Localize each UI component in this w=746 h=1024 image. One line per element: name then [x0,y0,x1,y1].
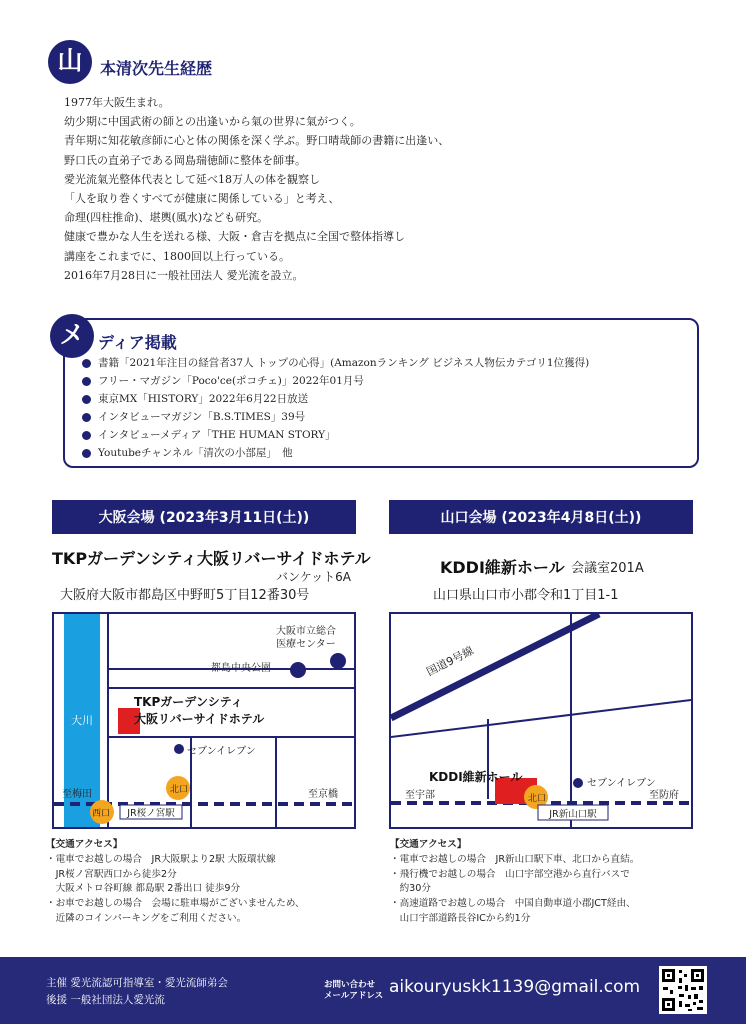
media-item [82,372,589,390]
profile-line: 愛光流氣光整体代表として延べ18万人の体を観察し [64,172,320,186]
profile-title: 本清次先生経歴 [100,59,213,78]
hospital-label-2: 医療センター [276,639,336,650]
profile-line: 野口氏の直弟子である岡島瑞徳師に整体を師事。 [64,153,306,167]
qr-code[interactable] [659,966,707,1014]
profile-line: 青年期に知花敏彦師に心と体の関係を深く学ぶ。野口晴哉師の書籍に出逢い、 [64,134,450,148]
seven-eleven-label: セブンイレブン [587,778,656,789]
hotel-label: TKPガーデンシティ [134,695,243,709]
bullet-icon [82,449,91,458]
footer [0,957,746,1024]
to-hofu-label: 至防府 [649,790,679,801]
seven-eleven-marker-icon [174,744,184,754]
to-ube-label: 至宇部 [405,790,435,801]
route-9-label: 国道9号線 [424,643,476,679]
yamaguchi-venue-room: 会議室201A [571,561,644,576]
osaka-access-map [52,612,356,829]
qr-code-icon [659,966,707,1014]
map-road [391,700,691,737]
profile-line: 「人を取り巻くすべてが健康に関係している」と考え、 [64,192,340,206]
hospital-marker-icon [330,653,346,669]
bullet-icon [82,413,91,422]
media-item-text: Youtubeチャンネル「清次の小部屋」 他 [98,447,293,459]
hotel-label-2: 大阪リバーサイドホテル [134,712,265,726]
profile-circle-badge: 山 [48,40,92,84]
profile-line: 幼少期に中国武術の師との出逢いから氣の世界に氣がつく。 [64,115,361,129]
access-line: ・お車でお越しの場合 会場に駐車場がございませんため、 [46,898,305,910]
access-line: ・電車でお越しの場合 JR大阪駅より2駅 大阪環状線 [46,853,276,865]
contact-label-line: メールアドレス [324,991,384,1001]
osaka-venue-room: バンケット6A [276,570,352,584]
osaka-access-info [46,838,305,927]
contact-label-line: お問い合わせ [324,980,376,990]
hall-label: KDDI維新ホール [429,770,523,784]
park-marker-icon [290,662,306,678]
support-text: 後援 一般社団法人愛光流 [46,994,165,1006]
email-address[interactable]: aikouryuskk1139@gmail.com [389,977,641,997]
profile-line: 講座をこれまでに、1800回以上行っている。 [64,249,290,263]
hospital-label: 大阪市立総合 [276,626,336,637]
media-item [82,354,589,372]
profile-line: 1977年大阪生まれ。 [64,96,170,109]
media-item-text: インタビューマガジン「B.S.TIMES」39号 [98,411,306,423]
route-9-road [391,614,599,718]
access-line: 大阪メトロ谷町線 都島駅 2番出口 徒歩9分 [46,883,241,895]
media-list [82,354,589,462]
media-item-text: 東京MX「HISTORY」2022年6月22日放送 [98,393,309,405]
access-line: 近隣のコインパーキングをご利用ください。 [46,912,247,924]
profile-line: 命理(四柱推命)、堪輿(風水)なども研究。 [64,211,269,225]
yamaguchi-map-graphic [391,614,691,827]
profile-line: 2016年7月28日に一般社団法人 愛光流を設立。 [64,268,304,282]
to-umeda-label: 至梅田 [62,789,92,800]
access-heading: 【交通アクセス】 [390,839,467,850]
north-exit-label: 北口 [170,785,189,795]
access-line: JR桜ノ宮駅西口から徒歩2分 [46,868,177,880]
media-item-text: フリー・マガジン「Poco'ce(ポコチェ)」2022年01月号 [98,375,364,387]
bullet-icon [82,359,91,368]
park-label: 都島中央公園 [211,663,271,674]
media-circle-badge: メ [50,314,94,358]
river-label: 大川 [71,714,93,727]
to-kyobashi-label: 至京橋 [308,789,338,800]
access-line: 山口宇部道路長谷ICから約1分 [390,912,531,924]
sponsor-text: 主催 愛光流認可指導室・愛光流師弟会 [46,977,228,989]
bullet-icon [82,395,91,404]
access-line: ・高速道路でお越しの場合 中国自動車道小郡JCT経由、 [390,898,636,910]
profile-text [64,93,449,285]
profile-line: 健康で豊かな人生を送れる様、大阪・倉吉を拠点に全国で整体指導し [64,230,405,244]
access-line: ・飛行機でお越しの場合 山口宇部空港から直行バスで [390,868,630,880]
access-heading: 【交通アクセス】 [46,839,123,850]
seven-eleven-marker-icon [573,778,583,788]
yamaguchi-access-map [389,612,693,829]
station-label: JR新山口駅 [549,809,597,820]
osaka-venue-address: 大阪府大阪市都島区中野町5丁目12番30号 [60,588,310,603]
media-item [82,408,589,426]
media-item [82,426,589,444]
station-label: JR桜ノ宮駅 [127,808,175,819]
media-item-text: インタビューメディア「THE HUMAN STORY」 [98,429,336,441]
yamaguchi-venue-name: KDDI維新ホール [440,558,565,577]
access-line: ・電車でお越しの場合 JR新山口駅下車、北口から直結。 [390,853,640,865]
yamaguchi-access-info [390,838,639,927]
media-item [82,444,589,462]
bullet-icon [82,431,91,440]
media-item [82,390,589,408]
north-exit-label: 北口 [528,794,547,804]
west-exit-label: 西口 [92,809,111,819]
media-item-text: 書籍「2021年注目の経営者37人 トップの心得」(Amazonランキング ビジネス人物伝カテゴリ1位獲得) [98,357,590,369]
osaka-venue-name: TKPガーデンシティ大阪リバーサイドホテル [52,549,371,568]
media-title: ディア掲載 [98,333,177,352]
contact-label [324,980,383,1002]
yamaguchi-venue-address: 山口県山口市小郡令和1丁目1-1 [433,588,619,603]
bullet-icon [82,377,91,386]
osaka-map-graphic [54,614,354,827]
access-line: 約30分 [390,883,431,895]
osaka-venue-banner: 大阪会場 (2023年3月11日(土)) [52,500,356,534]
seven-eleven-label: セブンイレブン [187,746,256,757]
yamaguchi-venue-banner: 山口会場 (2023年4月8日(土)) [389,500,693,534]
